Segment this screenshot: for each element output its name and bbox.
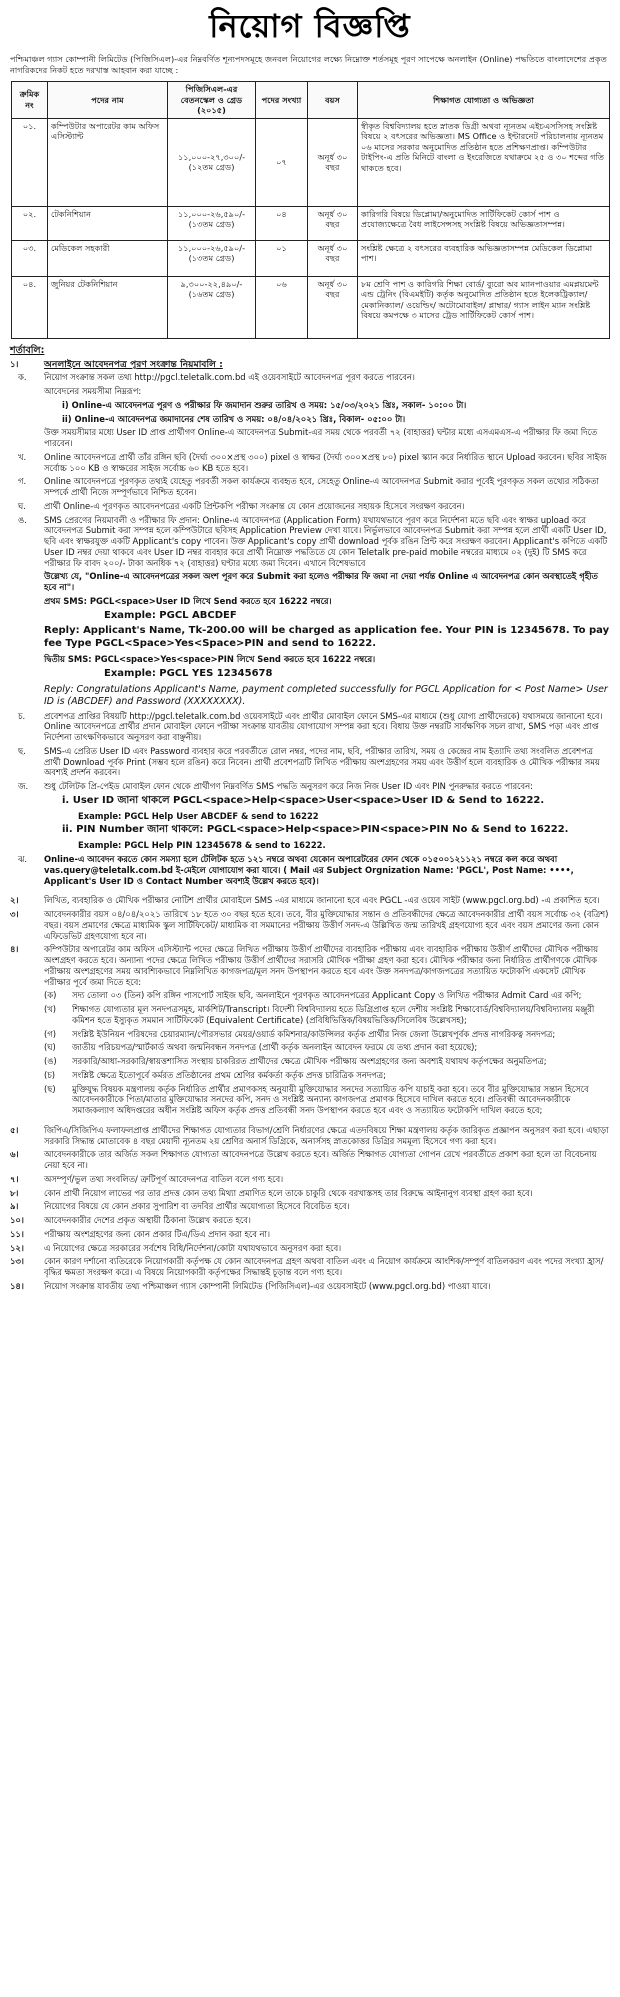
condition-item — [10, 1281, 610, 1295]
condition-number: ৬। — [10, 1149, 19, 1160]
condition-text: আবেদনকারীর বয়স ০৪/০৪/২০২১ তারিখে ১৮ হতে ৩০ বছর হতে হবে। তবে, বীর মুক্তিযোদ্ধার সন্তান ও প্রতিবন্ধীদের ক্ষেত্রে আবেদনকারীর প্রার্থী বয়স সর্বোচ্চ ৩২ (বত্রিশ) বছর। বয়স প্রমাণের ক্ষেত্রে মাধ্যমিক স্কুল সার্টিফিকেট/ মাধ্যমিক বা সমমানের পরীক্ষায় উত্তীর্ণ সনদ-এ উল্লিখিত জন্ম তারিখই গ্রহণযোগ্য হবে এবং বয়স প্রমাণের জন্য কোন এফিডেভিট গ্রহণযোগ্য হবে না। — [44, 909, 609, 941]
document-item — [44, 1084, 610, 1119]
table-row — [12, 206, 610, 240]
document-label: (চ) — [44, 1069, 56, 1080]
sms-rules-text: SMS প্রেরণের নিয়মাবলী ও পরীক্ষার ফি প্রদান: Online-এ আবেদনপত্র (Application Form) যথাযথভাবে পূরণ করে নির্দেশনা মতে ছবি এবং স্বাক্ষর upload করে আবেদনপত্র Submit করা সম্পন্ন হলে কম্পিউটারে ছবিসহ Application Preview দেখা যাবে। নির্ভুলভাবে আবেদনপত্র Submit করা সম্পন্ন হলে প্রার্থী একটি User ID, ছবি এবং স্বাক্ষরযুক্ত একটি Applicant's copy পাবেন। উক্ত Applicant's copy প্রার্থী download পূর্বক রঙিন প্রিন্ট করে সংরক্ষণ করবেন। Applicant's কপিতে একটি User ID নম্বর দেয়া থাকবে এবং User ID নম্বর ব্যবহার করে প্রার্থী নিম্নোক্ত পদ্ধতিতে যে কোন Teletalk pre-paid mobile নম্বরের মাধ্যমে ০২ (দুই) টি SMS করে পরীক্ষার ফি বাবদ ২০০/- টাকা অনধিক ৭২ (বাহাত্তর) ঘণ্টার মধ্যে জমা দিবেন। এখানে বিশেষভাবে — [44, 514, 608, 568]
condition-item — [10, 895, 610, 909]
document-item — [44, 1056, 610, 1070]
rule-chha-text: SMS-এ প্রেরিত User ID এবং Password ব্যবহার করে পরবর্তীতে রোল নম্বর, পদের নাম, ছবি, পরীক্ষার তারিখ, সময় ও কেন্দ্রের নাম ইত্যাদি তথ্য সংবলিত প্রবেশপত্র প্রার্থী Download পূর্বক Print (সম্ভব হলে রঙিন) করে নিবেন। প্রার্থী প্রবেশপত্রটি লিখিত পরীক্ষায় অংশগ্রহণের সময় এবং উত্তীর্ণ হলে ব্যবহারিক ও মৌখিক পরীক্ষার সময় অবশ্যই প্রদর্শন করবেন। — [44, 745, 600, 778]
rule-kha — [10, 452, 610, 477]
condition-item — [10, 944, 610, 1119]
table-row — [12, 240, 610, 276]
schedule-end: ii) Online-এ আবেদনপত্র জমাদানের শেষ তারিখ ও সময়: ০৪/০৪/২০২১ খ্রিঃ, বিকাল- ০৫:০০ টা। — [62, 413, 406, 424]
condition-number: ২। — [10, 895, 19, 906]
rule-gha — [10, 501, 610, 515]
condition-text: কোন প্রার্থী নিয়োগ লাভের পর তার প্রদত্ত কোন তথ্য মিথ্যা প্রমাণিত হলে তাকে চাকুরি থেকে বরখাস্তসহ তার বিরুদ্ধে আইনানুগ ব্যবস্থা গ্রহণ করা হবে। — [44, 1187, 533, 1198]
condition-text: পরীক্ষায় অংশগ্রহণের জন্য কোন প্রকার টিএ/ডিএ প্রদান করা হবে না। — [44, 1228, 270, 1239]
schedule-start: i) Online-এ আবেদনপত্র পূরণ ও পরীক্ষার ফি জমাদান শুরুর তারিখ ও সময়: ১৫/০৩/২০২১ খ্রিঃ, সকাল- ১০:০০ টা। — [62, 399, 467, 410]
rule-label: ঘ. — [18, 500, 26, 511]
document-label: (গ) — [44, 1028, 57, 1039]
sms-second-example: Example: PGCL YES 12345678 — [104, 667, 273, 679]
document-item — [44, 1029, 610, 1043]
cell-age: অনূর্ধ ৩০ বছর — [308, 276, 358, 338]
cell-scale: ৯,৩০০-২২,৪৯০/- (১৬তম গ্রেড) — [168, 276, 256, 338]
document-item — [44, 1004, 610, 1029]
support-contact-text: Online-এ আবেদন করতে কোন সমস্যা হলে টেলিটক হতে ১২১ নম্বরে অথবা যেকোন অপারেটরের ফোন থেকে ০১৫০০১২১১২১ নম্বরে কল করে অথবা vas.query@teletalk.com.bd ই-মেইলে যোগাযোগ করা যাবে। ( Mail এর Subject Orgnization Name: 'PGCL', Post Name: ••••, Applicant's User ID ও Contact Number অবশ্যই উল্লেখ করতে হবে)। — [44, 854, 574, 886]
condition-number: ১১। — [10, 1228, 24, 1239]
cell-count: ০৬ — [256, 276, 308, 338]
condition-item — [10, 1188, 610, 1202]
header-qualification: শিক্ষাগত যোগ্যতা ও অভিজ্ঞতা — [358, 82, 610, 119]
document-label: (ছ) — [44, 1083, 56, 1094]
condition-text: লিখিত, ব্যবহারিক ও মৌখিক পরীক্ষার নোটিশ প্রার্থীর মোবাইলে SMS -এর মাধ্যমে জানানো হবে এবং PGCL -এর ওয়েব সাইট (www.pgcl.org.bd) -এ প্রকাশিত হবে। — [44, 895, 600, 906]
header-serial: ক্রমিক নং — [12, 82, 48, 119]
document-text: সংশ্লিষ্ট ইউনিয়ন পরিষদের চেয়ারম্যান/পৌরসভার মেয়র/ওয়ার্ড কমিশনার/কাউন্সিলর কর্তৃক প্রার্থীর নিজ জেলা উল্লেখপূর্বক প্রদত্ত নাগরিকত্ব সনদপত্র; — [72, 1028, 556, 1039]
condition-item — [10, 1149, 610, 1174]
document-item — [44, 1070, 610, 1084]
table-header-row — [12, 82, 610, 119]
sms-second-reply: Reply: Congratulations Applicant's Name, payment completed successfully for PGCL Application for < Post Name> User ID is (ABCDEF) and Password (XXXXXXXX). — [44, 683, 608, 707]
cell-post: মেডিকেল সহকারী — [48, 240, 168, 276]
condition-item — [10, 1174, 610, 1188]
cell-post: জুনিয়র টেকনিশিয়ান — [48, 276, 168, 338]
cell-count: ০৭ — [256, 118, 308, 206]
condition-number: ১৩। — [10, 1256, 24, 1267]
cell-serial: ০২. — [12, 206, 48, 240]
document-text: জাতীয় পরিচয়পত্র/স্মার্টকার্ড অথবা জন্মনিবন্ধন সনদপত্র (প্রার্থী কর্তৃক অনলাইন আবেদন ফরমে যে তথ্য প্রদান করা হয়েছে); — [72, 1042, 478, 1053]
condition-1 — [10, 359, 610, 373]
notice-title: নিয়োগ বিজ্ঞপ্তি — [209, 7, 411, 45]
condition-number: ১২। — [10, 1242, 24, 1253]
condition-number: ৩। — [10, 909, 19, 920]
sms-first-example: Example: PGCL ABCDEF — [104, 609, 237, 621]
cell-count: ০৪ — [256, 206, 308, 240]
rule-kha-text: Online আবেদনপত্রে প্রার্থী তাঁর রঙ্গিন ছবি (দৈর্ঘ্য ৩০০×প্রস্থ ৩০০) pixel ও স্বাক্ষর (দৈর্ঘ্য ৩০০×প্রস্থ ৮০) pixel স্ক্যান করে নির্ধারিত স্থানে Upload করবেন। ছবির সাইজ সর্বোচ্চ ১০০ KB ও স্বাক্ষরের সাইজ সর্বোচ্চ ৬০ KB হতে হবে। — [44, 451, 607, 473]
header-age: বয়স — [308, 82, 358, 119]
document-item — [44, 1042, 610, 1056]
document-label: (খ) — [44, 1004, 57, 1015]
condition-number: ৭। — [10, 1173, 19, 1184]
condition-text: নিয়োগ সংক্রান্ত যাবতীয় তথ্য পশ্চিমাঞ্চল গ্যাস কোম্পানী লিমিটেড (পিজিসিএল)-এর ওয়েবসাইটে (www.pgcl.org.bd) পাওয়া যাবে। — [44, 1280, 491, 1291]
cell-age: অনূর্ধ ৩০ বছর — [308, 206, 358, 240]
rule-label: ঝ. — [18, 854, 28, 865]
cell-age: অনূর্ধ ৩০ বছর — [308, 118, 358, 206]
condition-item — [10, 1215, 610, 1229]
rule-ka — [10, 372, 610, 452]
document-label: (ক) — [44, 990, 57, 1001]
warning-text: উল্লেখ্য যে, "Online-এ আবেদনপত্রের সকল অংশ পূরণ করে Submit করা হলেও পরীক্ষার ফি জমা না দেয়া পর্যন্ত Online এ আবেদনপত্র কোন অবস্থাতেই গৃহীত হবে না"। — [44, 571, 598, 593]
userid-recovery-example: Example: PGCL Help User ABCDEF & send to 16222 — [78, 810, 319, 821]
document-text: সদ্য তোলা ০৩ (তিন) কপি রঙ্গিন পাসপোর্ট সাইজ ছবি, অনলাইনে পূরণকৃত আবেদনপত্রের Applicant Copy ও লিখিত পরীক্ষার Admit Card এর কপি; — [72, 990, 582, 1001]
userid-recovery: i. User ID জানা থাকলে PGCL<space>Help<space>User<space>User ID & Send to 16222. — [62, 794, 545, 806]
posts-table — [11, 81, 610, 339]
condition-text: কম্পিউটার অপারেটর কাম অফিস এসিস্ট্যান্ট পদের ক্ষেত্রে লিখিত পরীক্ষায় উত্তীর্ণ প্রার্থীদের ব্যবহারিক পরীক্ষায় এবং ব্যবহারিক পরীক্ষায় উত্তীর্ণ প্রার্থীদের মৌখিক পরীক্ষায় অংশগ্রহণ করতে হবে। অন্যান্য পদের ক্ষেত্রে লিখিত পরীক্ষায় উত্তীর্ণ প্রার্থীদের সরাসরি মৌখিক পরীক্ষা গ্রহণ করা হবে। মৌখিক পরীক্ষার জন্য নির্ধারিত প্রার্থীগণকে মৌখিক পরীক্ষায় অংশগ্রহণের সময় আবশ্যিকভাবে নিম্নলিখিত কাগজপত্র/মূল সনদ উপস্থাপন করতে হবে এবং উক্ত সনদপত্র/কাগজপত্রের সত্যায়িত ফটোকপি একসেট মৌখিক পরীক্ষার পূর্বে জমা দিতে হবে: — [44, 944, 599, 987]
document-text: সংশ্লিষ্ট ক্ষেত্রে ইতোপূর্বে কর্মরত প্রতিষ্ঠানের প্রথম শ্রেণির কর্মকর্তা কর্তৃক প্রদত্ত চারিত্রিক সনদপত্র; — [72, 1069, 386, 1080]
cell-age: অনূর্ধ ৩০ বছর — [308, 240, 358, 276]
document-item — [44, 990, 610, 1004]
cell-scale: ১১,০০০-২৬,৫৯০/- (১৩তম গ্রেড) — [168, 240, 256, 276]
condition-text: অসম্পূর্ণ/ভুল তথ্য সংবলিত/ ত্রুটিপূর্ণ আবেদনপত্র বাতিল বলে গণ্য হবে। — [44, 1173, 284, 1184]
rule-label: গ. — [18, 476, 27, 487]
condition-number: ৮। — [10, 1187, 19, 1198]
sms-first-reply: Reply: Applicant's Name, Tk-200.00 will be charged as application fee. Your PIN is 12345678. To pay fee Type PGCL<Space>Yes<Space>PIN and send to 16222. — [44, 625, 610, 650]
header-post: পদের নাম — [48, 82, 168, 119]
document-text: মুক্তিযুদ্ধ বিষয়ক মন্ত্রণালয় কর্তৃক নির্ধারিত প্রার্থীর প্রমাণকসহ অনুযায়ী মুক্তিযোদ্ধার সনদের সত্যায়িত কপি যাচাই করা হবে। তবে বীর মুক্তিযোদ্ধার সন্তান হিসেবে আবেদনকারীকে পিতা/মাতার মুক্তিযোদ্ধার সনদের কপি, সনদ ও সংশ্লিষ্ট অন্যান্য কাগজপত্র প্রমাণক হিসেবে দাখিল করতে হবে। প্রতিবন্ধী আবেদনকারীকে সমাজকল্যাণ অধিদপ্তরের অধীন সংশ্লিষ্ট অফিস কর্তৃক প্রদত্ত প্রতিবন্ধী সনদ উপস্থাপন করতে হবে এবং ও সত্যায়িত ফটোকপি দাখিল করতে হবে; — [72, 1083, 589, 1116]
condition-item — [10, 1256, 610, 1281]
rule-label: খ. — [18, 451, 27, 462]
cell-serial: ০৩. — [12, 240, 48, 276]
rule-ga — [10, 476, 610, 501]
pin-recovery: ii. PIN Number জানা থাকলে: PGCL<space>Help<space>PIN<space>PIN No & Send to 16222. — [62, 824, 569, 836]
cell-scale: ১১,০০০-২৭,৩০০/- (১২তম গ্রেড) — [168, 118, 256, 206]
rule-label: ক. — [18, 372, 27, 383]
rule-umo — [10, 515, 610, 711]
cell-post: টেকনিশিয়ান — [48, 206, 168, 240]
document-label: (ঘ) — [44, 1042, 56, 1053]
header-scale: পিজিসিএল-এর বেতনস্কেল ও গ্রেড (২০১৫) — [168, 82, 256, 119]
rule-label: ঙ. — [18, 514, 27, 525]
document-label: (ঙ) — [44, 1056, 57, 1067]
condition-item — [10, 909, 610, 944]
cell-qualification: সংশ্লিষ্ট ক্ষেত্রে ২ বৎসরের ব্যবহারিক অভিজ্ঞতাসম্পন্ন মেডিকেল ডিপ্লোমা পাশ। — [358, 240, 610, 276]
condition-item — [10, 1243, 610, 1257]
table-row — [12, 276, 610, 338]
rule-ja — [10, 781, 610, 854]
condition-item — [10, 1125, 610, 1150]
cell-scale: ১১,০০০-২৬,৫৯০/- (১৩তম গ্রেড) — [168, 206, 256, 240]
intro-paragraph: পশ্চিমাঞ্চল গ্যাস কোম্পানী লিমিটেড (পিজিসিএল)-এর নিম্নবর্ণিত শূন্যপদসমূহে জনবল নিয়োগের লক্ষ্যে নিম্নোক্ত শর্তসমূহ পূরণ সাপেক্ষে অনলাইন (Online) পদ্ধতিতে বাংলাদেশের প্রকৃত নাগরিকদের নিকট হতে দরখাস্ত আহবান করা যাচ্ছে : — [10, 54, 607, 75]
cell-qualification: ৮ম শ্রেণি পাশ ও কারিগরি শিক্ষা বোর্ড/ ব্যুরো অব ম্যানপাওয়ার এমপ্লয়মেন্ট এন্ড ট্রেনিং (বিএমইটি) কর্তৃক অনুমোদিত প্রতিষ্ঠান হতে ইলেকট্রিক্যাল/ মেকানিক্যাল/ ওয়েল্ডিং/ অটোমোবাইল/ প্লাম্বার/ গ্যাস লাইন ম্যান সংশ্লিষ্ট বিষয়ে কমপক্ষে ৩ মাসের ট্রেড সার্টিফিকেট কোর্স পাশ। — [358, 276, 610, 338]
condition-item — [10, 1201, 610, 1215]
condition-text: নিয়োগের বিষয়ে যে কোন প্রকার সুপারিশ বা তদবির প্রার্থীর অযোগ্যতা হিসেবে বিবেচিত হবে। — [44, 1201, 350, 1212]
online-rules-title: অনলাইনে আবেদনপত্র পূরণ সংক্রান্ত নিয়মাবলি : — [44, 358, 223, 370]
condition-number: ৫। — [10, 1124, 19, 1135]
rule-jha — [10, 854, 610, 889]
cell-count: ০১ — [256, 240, 308, 276]
cell-qualification: স্বীকৃত বিশ্ববিদ্যালয় হতে স্নাতক ডিগ্রী অথবা ন্যূনতম এইচএসসিসহ সংশ্লিষ্ট বিষয়ে ২ বৎসরের অভিজ্ঞতা। MS Office ও ইন্টারনেট পরিচালনায় ন্যূনতম ০৬ মাসের সরকার অনুমোদিত প্রতিষ্ঠান হতে প্রশিক্ষণপ্রাপ্ত। কম্পিউটার টাইপিং-এ প্রতি মিনিটে বাংলা ও ইংরেজিতে যথাক্রমে ২৫ ও ৩০ শব্দের গতি থাকতে হবে। — [358, 118, 610, 206]
condition-number: ৪। — [10, 944, 19, 955]
sms-second: দ্বিতীয় SMS: PGCL<space>Yes<space>PIN লিখে Send করতে হবে 16222 নম্বরে। — [44, 654, 376, 665]
cell-serial: ০৪. — [12, 276, 48, 338]
condition-text: এ নিয়োগের ক্ষেত্রে সরকারের সর্বশেষ বিধি/নির্দেশনা/কোটা যথাযথভাবে অনুসরণ করা হবে। — [44, 1242, 342, 1253]
document-text: সরকারি/আধা-সরকারি/স্বায়ত্তশাসিত সংস্থায় চাকরিরত প্রার্থীদের ক্ষেত্রে মৌখিক পরীক্ষায় অংশগ্রহণের জন্য অবশ্যই যথাযথ কর্তৃপক্ষের অনুমতিপত্র; — [72, 1056, 547, 1067]
cell-qualification: কারিগরি বিষয়ে ডিপ্লোমা/অনুমোদিত সার্টিফিকেট কোর্স পাশ ও প্রযোজ্যক্ষেত্রে বৈধ লাইসেন্সসহ সংশ্লিষ্ট বিষয়ে অভিজ্ঞতাসম্পন্ন। — [358, 206, 610, 240]
rule-cha-text: প্রবেশপত্র প্রাপ্তির বিষয়টি http://pgcl.teletalk.com.bd ওয়েবসাইটে এবং প্রার্থীর মোবাইল ফোনে SMS-এর মাধ্যমে (শুধু যোগ্য প্রার্থীদেরকে) যথাসময়ে জানানো হবে। Online আবেদনপত্রে প্রার্থীর প্রদান মোবাইল ফোনে পরীক্ষা সংক্রান্ত যাবতীয় যোগাযোগ সম্পন্ন করা হবে। বিধায় উক্ত নম্বরটি সার্বক্ষণিক সচল রাখা, SMS পড়া এবং প্রাপ্ত নির্দেশনা তাৎক্ষণিকভাবে অনুসরণ করা বাঞ্ছনীয়। — [44, 710, 603, 743]
rule-cha — [10, 711, 610, 746]
condition-text: জিপিএ/সিজিপিএ ফলাফলপ্রাপ্ত প্রার্থীদের শিক্ষাগত যোগ্যতার বিভাগ/শ্রেণি নির্ধারণের ক্ষেত্রে এতদবিষয়ে শিক্ষা মন্ত্রণালয় কর্তৃক জারিকৃত প্রজ্ঞাপন অনুসরণ করা হবে। এছাড়া সরকারি সিদ্ধান্ত মোতাবেক ৪ বছর মেয়াদী ন্যূনতম ২য় শ্রেণির অনার্স ডিগ্রিকে, অনার্সসহ স্নাতকোত্তর ডিগ্রির সমমূল্য হিসেবে গণ্য করা হবে। — [44, 1124, 609, 1146]
condition-text: আবেদনকারীকে তার অর্জিত সকল শিক্ষাগত যোগ্যতা আবেদনপত্রে উল্লেখ করতে হবে। অর্জিত শিক্ষাগত যোগ্যতা গোপন রেখে পরবর্তীতে প্রকাশ করা হলে তা বিবেচনায় নেয়া হবে না। — [44, 1149, 597, 1171]
rule-ja-text: শুধু টেলিটক প্রি-পেইড মোবাইল ফোন থেকে প্রার্থীগণ নিম্নবর্ণিত SMS পদ্ধতি অনুসরণ করে নিজ নিজ User ID এবং PIN পুনরুদ্ধার করতে পারবেন: — [44, 781, 533, 792]
rule-gha-text: প্রার্থী Online-এ পূরণকৃত আবেদনপত্রের একটি প্রিন্টকপি পরীক্ষা সংক্রান্ত যে কোন প্রয়োজনের সহায়ক হিসেবে সংরক্ষণ করবেন। — [44, 500, 465, 511]
rule-label: ছ. — [18, 745, 26, 756]
table-row — [12, 118, 610, 206]
schedule-note: উক্ত সময়সীমার মধ্যে User ID প্রাপ্ত প্রার্থীগণ Online-এ আবেদনপত্র Submit-এর সময় থেকে পরবর্তী ৭২ (বাহাত্তর) ঘন্টার মধ্যে এসএমএস-এ পরীক্ষার ফি জমা দিতে পারবেন। — [44, 427, 598, 449]
sms-first: প্রথম SMS: PGCL<space>User ID লিখে Send করতে হবে 16222 নম্বরে। — [44, 595, 332, 606]
pin-recovery-example: Example: PGCL Help PIN 12345678 & send to 16222. — [78, 840, 326, 851]
cell-serial: ০১. — [12, 118, 48, 206]
condition-text: কোন কারণ দর্শানো ব্যতিরেকে নিয়োগকারী কর্তৃপক্ষ যে কোন আবেদনপত্র গ্রহণ অথবা বাতিল এবং এ নিয়োগ কার্যক্রমে আংশিক/সম্পূর্ণ বাতিলকরণ এবং পদের সংখ্যা হ্রাস/বৃদ্ধির ক্ষমতা সংরক্ষণ করে। এ বিষয়ে নিয়োগকারী কর্তৃপক্ষের সিদ্ধান্তই চূড়ান্ত বলে গণ্য হবে। — [44, 1256, 604, 1278]
rule-ga-text: Online আবেদনপত্রে পূরণকৃত তথ্যই যেহেতু পরবর্তী সকল কার্যক্রমে ব্যবহৃত হবে, সেহেতু Online-এ আবেদনপত্র Submit করার পূর্বেই পূরণকৃত সকল তথ্যের সঠিকতা সম্পর্কে প্রার্থী নিজে সম্পূর্ণভাবে নিশ্চিত হবেন। — [44, 476, 599, 498]
condition-number: ১। — [10, 358, 19, 369]
header-count: পদের সংখ্যা — [256, 82, 308, 119]
document-text: শিক্ষাগত যোগ্যতার মূল সনদপত্রসমূহ, মার্কশিট/Transcript। বিদেশী বিশ্ববিদ্যালয় হতে ডিগ্রিপ্রাপ্ত হলে দেশীয় সংশ্লিষ্ট শিক্ষাবোর্ড/বিশ্ববিদ্যালয়/বিশ্ববিদ্যালয় মঞ্জুরী কমিশন হতে ইস্যুকৃত সমমান সার্টিফিকেট (Equivalent Certificate) (প্রবিধিভিত্তিক/বিষয়ভিত্তিক/সিলেবিষ উল্লেখসহ); — [72, 1004, 595, 1025]
schedule-heading: আবেদনের সময়সীমা নিম্নরূপ: — [44, 386, 142, 397]
condition-number: ৯। — [10, 1201, 19, 1212]
conditions-heading: শর্তাবলি: — [10, 344, 45, 356]
condition-number: ১৪। — [10, 1280, 24, 1291]
condition-text: আবেদনকারীর দেশের প্রকৃত অস্থায়ী ঠিকানা উল্লেখ করতে হবে। — [44, 1215, 251, 1226]
condition-item — [10, 1229, 610, 1243]
condition-number: ১০। — [10, 1215, 24, 1226]
rule-label: জ. — [18, 781, 29, 792]
rule-label: চ. — [18, 710, 26, 721]
cell-post: কম্পিউটার অপারেটর কাম অফিস এসিস্ট্যান্ট — [48, 118, 168, 206]
rule-ka-text: নিয়োগ সংক্রান্ত সকল তথ্য http://pgcl.teletalk.com.bd এই ওয়েবসাইটে আবেদনপত্র পূরণ করতে পারবেন। — [44, 372, 415, 383]
rule-chha — [10, 746, 610, 781]
title-block — [0, 0, 620, 50]
